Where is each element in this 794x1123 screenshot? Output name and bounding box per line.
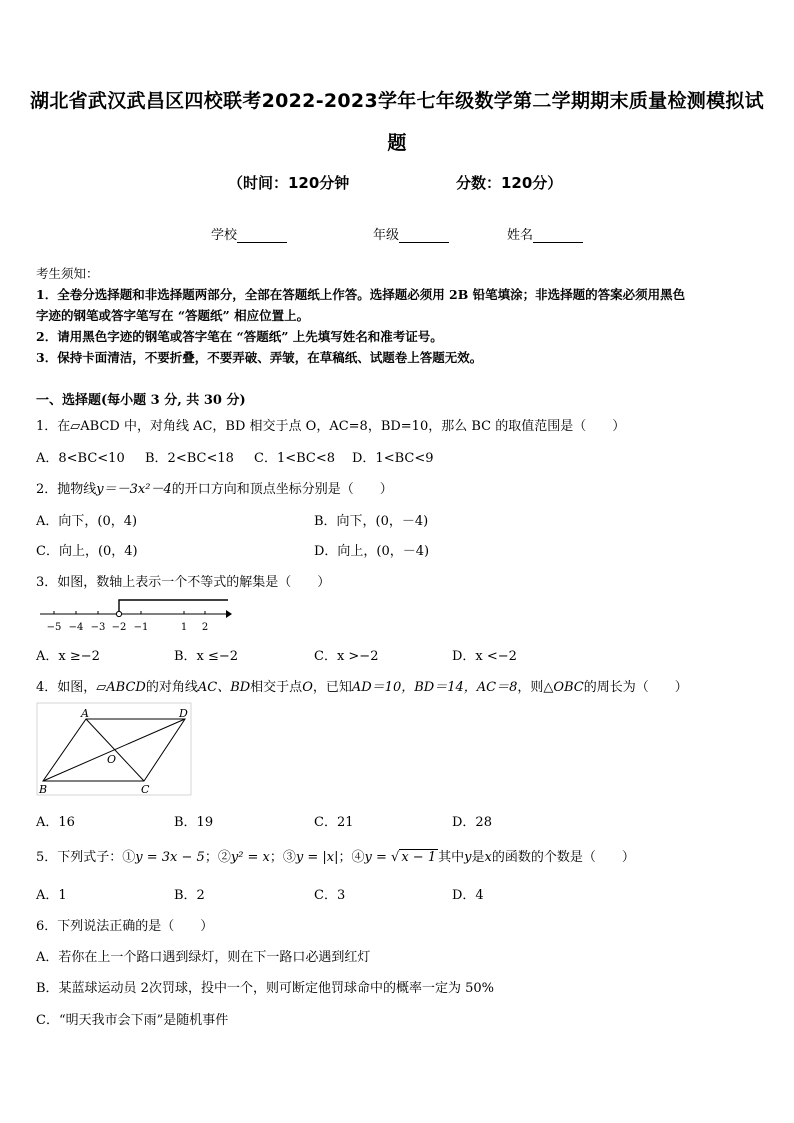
q1-stem: 1．在▱ABCD 中，对角线 AC，BD 相交于点 O，AC=8，BD=10，那么 BC 的取值范围是（ ） bbox=[36, 419, 626, 434]
vertex-b-label: B bbox=[39, 783, 48, 796]
q5-option-a[interactable]: A．1 bbox=[36, 888, 67, 903]
name-label: 姓名 bbox=[507, 228, 534, 243]
q4-stem-part: 的对角线 bbox=[145, 680, 198, 695]
center-o-label: O bbox=[107, 753, 117, 766]
vertex-d-label: D bbox=[179, 707, 188, 720]
q3-stem: 3．如图，数轴上表示一个不等式的解集是（ ） bbox=[36, 575, 331, 590]
q6-option-b[interactable]: B．某蓝球运动员 2次罚球，投中一个，则可断定他罚球命中的概率一定为 50% bbox=[36, 981, 494, 996]
tick-label: −3 bbox=[90, 622, 106, 633]
q4-stem-part: OBC bbox=[553, 680, 584, 695]
title-line-2: 题 bbox=[387, 132, 407, 154]
number-line-arrow bbox=[226, 610, 232, 618]
q5-stem-part: 5．下列式子：① bbox=[36, 850, 136, 865]
q4-option-d[interactable]: D．28 bbox=[452, 815, 492, 830]
q3-number-line-figure bbox=[36, 596, 236, 636]
q5-expression-3a: y = bbox=[295, 850, 323, 865]
name-blank[interactable] bbox=[533, 230, 583, 243]
q5-option-b[interactable]: B．2 bbox=[174, 888, 205, 903]
q4-option-c[interactable]: C．21 bbox=[314, 815, 354, 830]
q2-option-c[interactable]: C．向上，(0，4) bbox=[36, 544, 138, 559]
vertex-a-label: A bbox=[81, 707, 89, 720]
tick-label: −1 bbox=[133, 622, 149, 633]
q3-option-d[interactable]: D．x <−2 bbox=[452, 649, 517, 664]
q2-option-d[interactable]: D．向上，(0，－4) bbox=[314, 544, 430, 559]
open-circle-point bbox=[116, 611, 121, 616]
section-heading: 一、选择题(每小题 3 分, 共 30 分) bbox=[36, 393, 246, 408]
q4-stem-part: 的周长为（ ） bbox=[583, 680, 688, 695]
tick-label: −4 bbox=[68, 622, 84, 633]
notice-heading: 考生须知： bbox=[36, 266, 99, 281]
q4-option-a[interactable]: A．16 bbox=[36, 815, 75, 830]
q5-stem-part: 是 bbox=[471, 850, 485, 865]
q3-option-a[interactable]: A．x ≥−2 bbox=[36, 649, 100, 664]
q1-option-a[interactable]: A．8<BC<10 bbox=[36, 451, 125, 466]
sqrt-symbol: √ bbox=[391, 850, 400, 865]
q5-option-d[interactable]: D．4 bbox=[452, 888, 484, 903]
tick-label: −2 bbox=[111, 622, 127, 633]
notice-item-2: 2．请用黑色字迹的钢笔或答字笔在 “答题纸” 上先填写姓名和准考证号。 bbox=[36, 329, 443, 344]
q4-stem-part: ，则△ bbox=[517, 680, 554, 695]
q5-var-y: y bbox=[464, 850, 472, 865]
q2-stem bbox=[36, 478, 393, 497]
notice-item-1a: 1．全卷分选择题和非选择题两部分，全部在答题纸上作答。选择题必须用 2B 铅笔填涂；非选择题的答案必须用黑色 bbox=[36, 287, 686, 302]
q5-stem-part: ；② bbox=[204, 850, 231, 865]
q3-option-c[interactable]: C．x >−2 bbox=[314, 649, 379, 664]
notice-item-1b: 字迹的钢笔或答字笔写在 “答题纸” 相应位置上。 bbox=[36, 308, 310, 323]
q5-stem bbox=[36, 846, 635, 865]
notice-block bbox=[36, 263, 685, 368]
q4-stem-part: AD＝10，BD＝14，AC＝8 bbox=[351, 680, 518, 695]
tick-label: 1 bbox=[180, 622, 188, 633]
q5-stem-part: ；③ bbox=[269, 850, 296, 865]
tick-label: −5 bbox=[46, 622, 62, 633]
q2-option-a[interactable]: A．向下，(0，4) bbox=[36, 514, 138, 529]
q1-option-b[interactable]: B．2<BC<18 bbox=[145, 451, 234, 466]
grade-blank[interactable] bbox=[399, 230, 449, 243]
q5-stem-part: ；④ bbox=[338, 850, 365, 865]
q1-option-d[interactable]: D．1<BC<9 bbox=[352, 451, 434, 466]
q1-option-c[interactable]: C．1<BC<8 bbox=[254, 451, 336, 466]
q5-expression-1: y = 3x − 5 bbox=[135, 850, 205, 865]
q4-parallelogram-figure bbox=[36, 702, 194, 798]
grade-label: 年级 bbox=[373, 228, 400, 243]
q4-stem-part: ABCD bbox=[106, 680, 146, 695]
q2-stem-a: 2．抛物线 bbox=[36, 482, 97, 497]
q5-stem-part: 的函数的个数是（ ） bbox=[491, 850, 635, 865]
q5-var-x: x bbox=[484, 850, 492, 865]
title-line-1: 湖北省武汉武昌区四校联考2022-2023学年七年级数学第二学期期末质量检测模拟试 bbox=[30, 90, 764, 112]
school-label: 学校 bbox=[211, 228, 238, 243]
q5-expression-2: y² = x bbox=[230, 850, 270, 865]
tick-label: 2 bbox=[201, 622, 209, 633]
q2-option-b[interactable]: B．向下，(0，－4) bbox=[314, 514, 429, 529]
grade-field[interactable] bbox=[373, 224, 449, 243]
q6-option-a[interactable]: A．若你在上一个路口遇到绿灯，则在下一路口必遇到红灯 bbox=[36, 950, 371, 965]
q5-option-c[interactable]: C．3 bbox=[314, 888, 346, 903]
q5-expression-4c: x − 1 bbox=[401, 850, 437, 865]
q4-stem bbox=[36, 676, 688, 695]
q4-stem-part: ，已知 bbox=[312, 680, 352, 695]
q3-option-b[interactable]: B．x ≤−2 bbox=[174, 649, 239, 664]
q2-stem-b: 的开口方向和顶点坐标分别是（ ） bbox=[171, 482, 393, 497]
vertex-c-label: C bbox=[141, 783, 150, 796]
q2-expression: y＝－3x²－4 bbox=[96, 482, 172, 497]
time-info: （时间：120分钟 bbox=[228, 174, 350, 192]
q4-stem-part: O bbox=[302, 680, 313, 695]
q5-expression-4a: y = bbox=[364, 850, 392, 865]
q6-option-c[interactable]: C．“明天我市会下雨”是随机事件 bbox=[36, 1013, 229, 1028]
q4-stem-part: 相交于点 bbox=[250, 680, 303, 695]
school-field[interactable] bbox=[211, 224, 287, 243]
q5-expression-3b: |x| bbox=[322, 850, 339, 865]
notice-item-3: 3．保持卡面清洁，不要折叠，不要弄破、弄皱，在草稿纸、试题卷上答题无效。 bbox=[36, 350, 483, 365]
q4-stem-part: 4．如图，▱ bbox=[36, 680, 107, 695]
q5-stem-part: 其中 bbox=[438, 850, 465, 865]
q4-option-b[interactable]: B．19 bbox=[174, 815, 214, 830]
name-field[interactable] bbox=[507, 224, 583, 243]
q6-stem: 6．下列说法正确的是（ ） bbox=[36, 919, 214, 934]
solution-bracket bbox=[119, 600, 228, 611]
q4-stem-part: AC、BD bbox=[197, 680, 251, 695]
school-blank[interactable] bbox=[237, 230, 287, 243]
score-info: 分数：120分） bbox=[456, 174, 563, 192]
